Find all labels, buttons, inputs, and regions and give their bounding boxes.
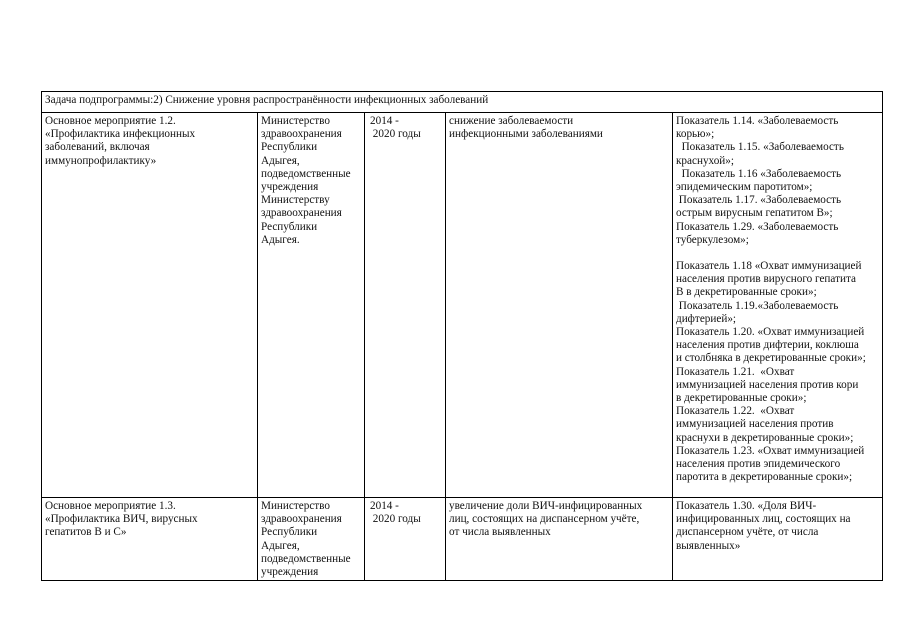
text-line: корью»; xyxy=(676,128,715,141)
text-line: дифтерией»; xyxy=(676,312,737,325)
text-line: иммунизацией населения против кори xyxy=(676,378,859,391)
text-line: Показатель 1.23. «Охват иммунизацией xyxy=(676,444,865,457)
text-line: и столбняка в декретированные сроки»; xyxy=(676,352,866,365)
period-cell xyxy=(365,498,446,581)
text-line: Показатель 1.15. «Заболеваемость xyxy=(676,141,844,154)
text-line: заболеваний, включая xyxy=(45,141,150,154)
text-line: Адыгея, xyxy=(261,539,300,552)
text-line: паротита в декретированные сроки»; xyxy=(676,471,853,484)
measure-cell xyxy=(42,113,258,498)
text-line: Министерство xyxy=(261,500,330,512)
text-line: 2014 - xyxy=(370,500,399,512)
text-line: Республики xyxy=(261,526,318,539)
text-line: Показатель 1.21. «Охват xyxy=(676,365,795,378)
text-line: выявленных» xyxy=(676,539,741,552)
text-line: здравоохранения xyxy=(261,513,342,526)
text-line: Адыгея. xyxy=(261,233,300,246)
text-line: 2020 годы xyxy=(370,128,421,141)
text-line: краснухой»; xyxy=(676,154,734,167)
text-line: Показатель 1.17. «Заболеваемость xyxy=(676,194,842,207)
table-row xyxy=(42,113,883,498)
text-line: В в декретированные сроки»; xyxy=(676,286,817,299)
text-line: краснухи в декретированные сроки»; xyxy=(676,431,854,444)
text-line: подведомственные xyxy=(261,552,351,565)
text-line: «Профилактика инфекционных xyxy=(45,128,196,141)
text-line: учреждения xyxy=(261,566,319,579)
text-line: эпидемическим паротитом»; xyxy=(676,181,813,194)
text-line: острым вирусным гепатитом В»; xyxy=(676,207,833,220)
task-header-cell: Задача подпрограммы:2) Снижение уровня распространённости инфекционных заболеваний xyxy=(42,92,883,113)
text-line: Показатель 1.20. «Охват иммунизацией xyxy=(676,326,865,339)
text-line: 2020 годы xyxy=(370,513,421,526)
text-line: Республики xyxy=(261,141,318,154)
text-line: диспансерном учёте, от числа xyxy=(676,526,819,539)
text-line: туберкулезом»; xyxy=(676,233,749,246)
text-line: инфицированных лиц, состоящих на xyxy=(676,513,851,526)
text-line: Показатель 1.14. «Заболеваемость xyxy=(676,115,839,127)
text-line: населения против эпидемического xyxy=(676,458,841,471)
text-line: от числа выявленных xyxy=(449,526,551,539)
task-header-row xyxy=(42,92,883,113)
text-line: иммунопрофилактику» xyxy=(45,154,157,167)
indicators-cell xyxy=(673,498,883,581)
indicators-cell xyxy=(673,113,883,498)
text-line: инфекционными заболеваниями xyxy=(449,128,603,141)
text-line: Министерство xyxy=(261,115,330,127)
paragraph-gap xyxy=(676,247,879,260)
result-cell xyxy=(446,113,673,498)
text-line: Показатель 1.18 «Охват иммунизацией xyxy=(676,260,862,273)
period-cell xyxy=(365,113,446,498)
text-line: снижение заболеваемости xyxy=(449,115,574,127)
text-line: Республики xyxy=(261,220,318,233)
text-line: гепатитов В и С» xyxy=(45,526,127,539)
text-line: Показатель 1.22. «Охват xyxy=(676,405,795,418)
text-line: населения против дифтерии, коклюша xyxy=(676,339,859,352)
text-line: в декретированные сроки»; xyxy=(676,392,807,405)
result-cell xyxy=(446,498,673,581)
executor-cell xyxy=(258,113,365,498)
text-line: иммунизацией населения против xyxy=(676,418,834,431)
text-line: Адыгея, xyxy=(261,154,300,167)
text-line: учреждения xyxy=(261,181,319,194)
text-line: Основное мероприятие 1.2. xyxy=(45,115,176,127)
text-line: Министерству xyxy=(261,194,330,207)
text-line: здравоохранения xyxy=(261,207,342,220)
text-line: лиц, состоящих на диспансерном учёте, xyxy=(449,513,640,526)
text-line: Показатель 1.29. «Заболеваемость xyxy=(676,220,839,233)
text-line: Показатель 1.16 «Заболеваемость xyxy=(676,167,842,180)
text-line: 2014 - xyxy=(370,115,399,127)
table-row xyxy=(42,498,883,581)
measure-cell xyxy=(42,498,258,581)
text-line: «Профилактика ВИЧ, вирусных xyxy=(45,513,198,526)
text-line: населения против вирусного гепатита xyxy=(676,273,856,286)
executor-cell xyxy=(258,498,365,581)
text-line: увеличение доли ВИЧ-инфицированных xyxy=(449,500,643,512)
program-table xyxy=(41,91,883,581)
text-line: подведомственные xyxy=(261,167,351,180)
text-line: Основное мероприятие 1.3. xyxy=(45,500,176,512)
text-line: Показатель 1.30. «Доля ВИЧ- xyxy=(676,500,817,512)
text-line: Показатель 1.19.«Заболеваемость xyxy=(676,299,839,312)
text-line: здравоохранения xyxy=(261,128,342,141)
